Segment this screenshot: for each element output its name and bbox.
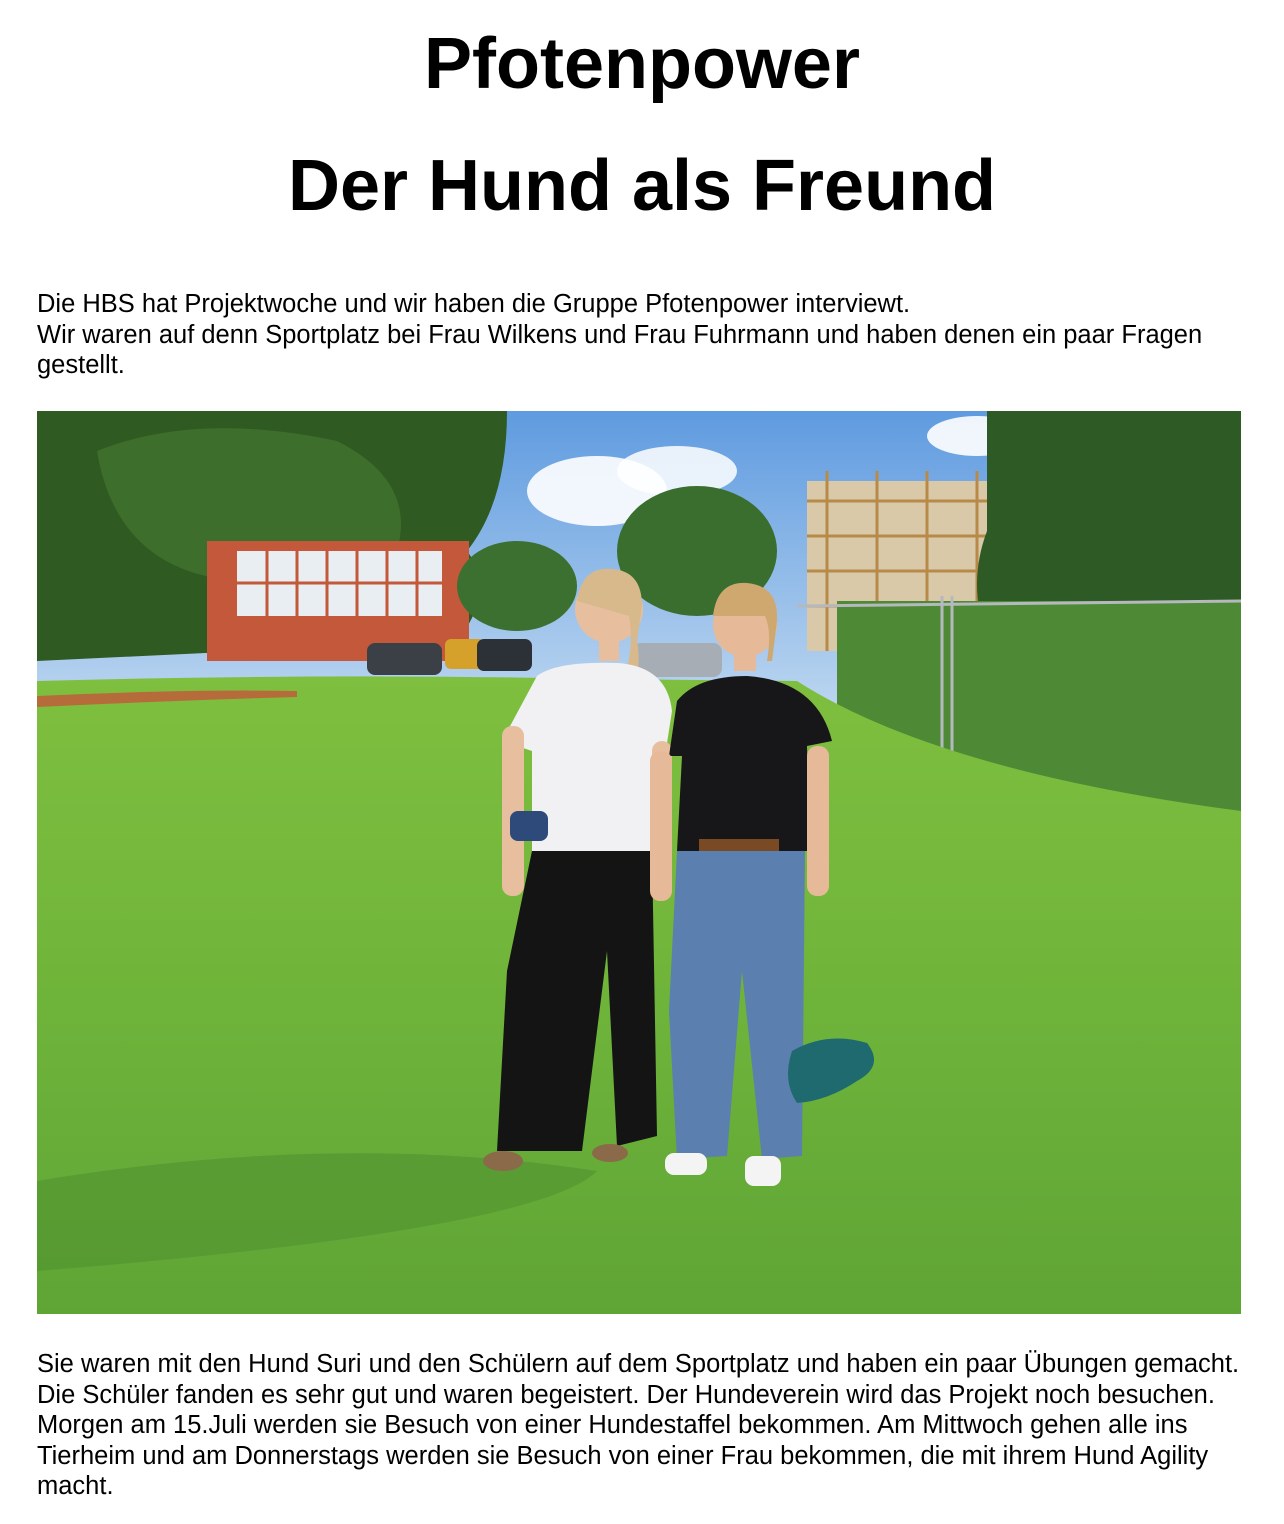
intro-paragraph [37, 289, 1247, 381]
page-subtitle: Der Hund als Freund [287, 146, 997, 226]
article-photo [37, 411, 1241, 1314]
body-paragraph: Sie waren mit den Hund Suri und den Schülern auf dem Sportplatz und haben ein paar Übungen gemacht. Die Schüler fanden es sehr gut und waren begeistert. Der Hundeverein wird das Projekt noch besuchen. Morgen am 15.Juli werden sie Besuch von einer Hundestaffel bekommen. Am Mittwoch gehen alle ins Tierheim und am Donnerstags werden sie Besuch von einer Frau bekommen, die mit ihrem Hund Agility macht. [37, 1350, 1240, 1500]
intro-line-1: Die HBS hat Projektwoche und wir haben die Gruppe Pfotenpower interviewt. [37, 290, 911, 318]
intro-line-2: Wir waren auf denn Sportplatz bei Frau Wilkens und Frau Fuhrmann und haben denen ein paar Fragen gestellt. [37, 320, 1203, 379]
page-title: Pfotenpower [423, 24, 860, 104]
